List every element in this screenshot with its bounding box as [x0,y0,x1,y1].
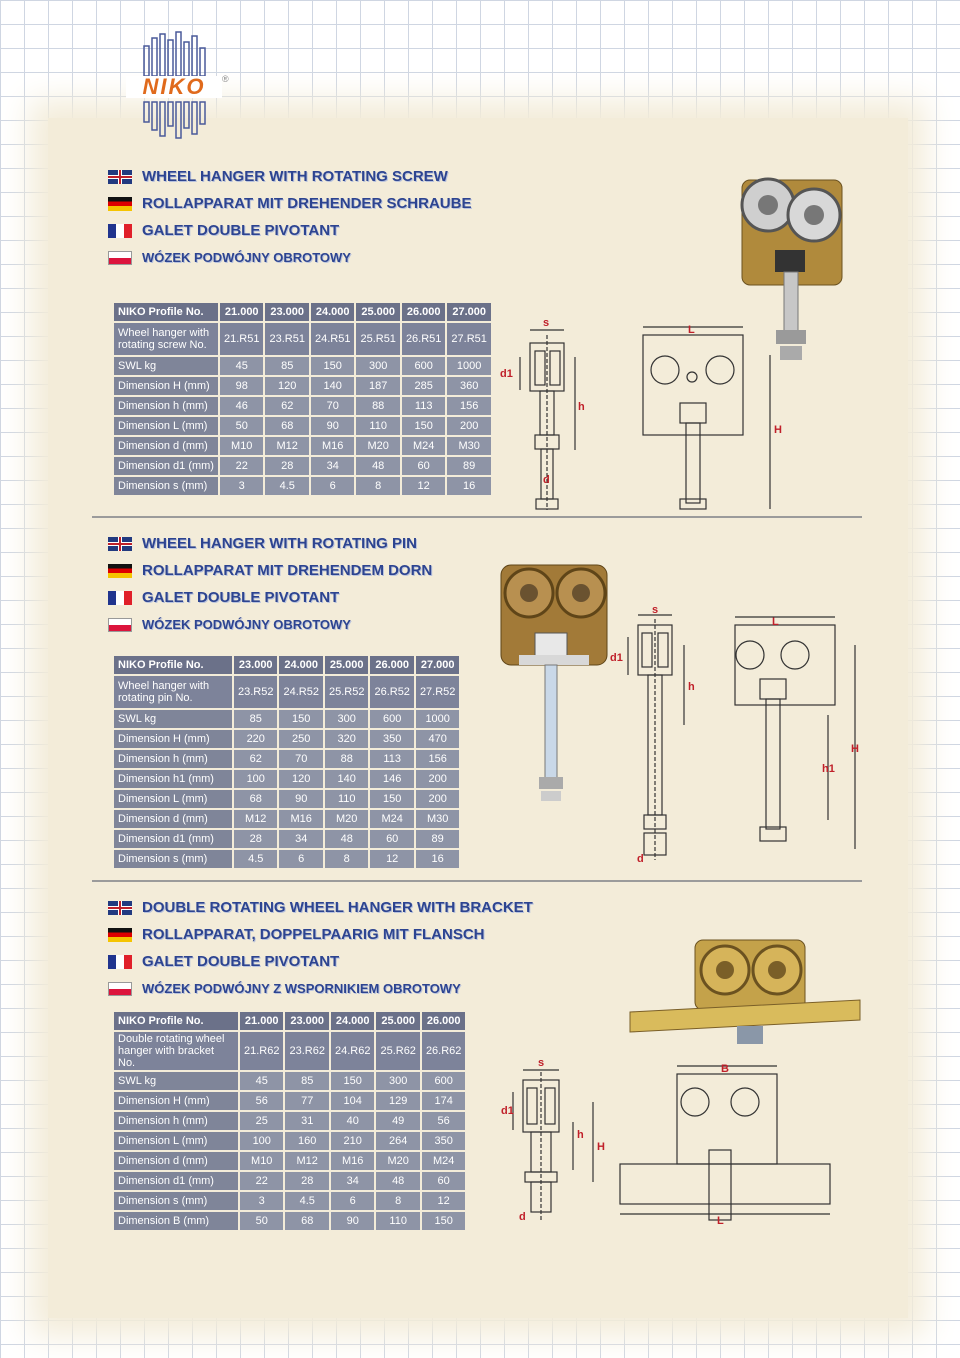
table-cell: 120 [279,770,322,788]
table-cell: Dimension h (mm) [114,1112,238,1130]
table-cell: 24.R62 [331,1032,374,1070]
table-cell: 25.R51 [356,323,399,355]
title-de-text: ROLLAPPARAT, DOPPELPAARIG MIT FLANSCH [142,926,485,943]
section-rotating-screw-titles [108,163,471,271]
table-row [114,357,491,375]
table-row [114,1172,465,1190]
title-de-text: ROLLAPPARAT MIT DREHENDEM DORN [142,562,433,579]
table-cell: 110 [356,417,399,435]
table-row [114,1152,465,1170]
table-cell: 23.000 [285,1012,328,1030]
table-cell: 12 [402,477,445,495]
table-cell: 120 [265,377,308,395]
table-row [114,770,459,788]
table-cell: Dimension h (mm) [114,750,232,768]
title-de-text: ROLLAPPARAT MIT DREHENDER SCHRAUBE [142,195,472,212]
table-cell: 85 [285,1072,328,1090]
table-cell: 285 [402,377,445,395]
table-cell: 150 [311,357,354,375]
table-row [114,790,459,808]
section-bracket-titles [108,894,533,1002]
table-cell: 200 [447,417,490,435]
table-cell: 62 [234,750,277,768]
table-cell: 23.R52 [234,676,277,708]
table-cell: 150 [402,417,445,435]
table-cell: Dimension s (mm) [114,850,232,868]
table-cell: NIKO Profile No. [114,656,232,674]
polish-flag-icon [108,251,132,265]
table-cell: NIKO Profile No. [114,1012,238,1030]
table-cell: M24 [370,810,413,828]
uk-flag-icon [108,170,132,184]
table-cell: 24.000 [279,656,322,674]
title-de [108,190,471,217]
table-cell: 25 [240,1112,283,1130]
title-fr [108,948,533,975]
table-cell: 50 [220,417,263,435]
table-cell: 56 [240,1092,283,1110]
table-row [114,417,491,435]
table-row [114,676,459,708]
table-row [114,437,491,455]
table-cell: 22 [240,1172,283,1190]
table-cell: M16 [279,810,322,828]
table-cell: 12 [422,1192,465,1210]
table-cell: 23.R51 [265,323,308,355]
table-cell: Dimension L (mm) [114,1132,238,1150]
table-cell: SWL kg [114,710,232,728]
dim-label-d: d [543,474,550,486]
table-cell: 25.000 [376,1012,419,1030]
table-cell: 320 [325,730,368,748]
title-en [108,163,471,190]
table-cell: 350 [370,730,413,748]
table-cell: M12 [265,437,308,455]
table-cell: Dimension H (mm) [114,730,232,748]
table-row [114,1132,465,1150]
technical-drawing-bracket [495,1052,840,1227]
table-cell: 100 [234,770,277,788]
table-cell: 156 [447,397,490,415]
table-cell: 27.R51 [447,323,490,355]
table-cell: 110 [376,1212,419,1230]
table-cell: 89 [416,830,459,848]
table-cell: 187 [356,377,399,395]
table-cell: 113 [370,750,413,768]
table-row [114,477,491,495]
title-en-text: WHEEL HANGER WITH ROTATING SCREW [142,168,448,185]
table-row [114,1032,465,1070]
title-en [108,530,432,557]
table-row [114,1192,465,1210]
wheel-hanger-pin-photo [495,555,615,815]
table-cell: 28 [285,1172,328,1190]
table-cell: 300 [376,1072,419,1090]
spec-table-pin [112,654,461,870]
section-rotating-pin-titles [108,530,432,638]
table-cell: 90 [279,790,322,808]
table-row [114,710,459,728]
table-cell: 140 [325,770,368,788]
title-pl [108,975,533,1002]
table-row [114,1012,465,1030]
table-cell: Dimension d1 (mm) [114,457,218,475]
dim-label-H: H [597,1141,605,1153]
table-cell: 4.5 [285,1192,328,1210]
polish-flag-icon [108,618,132,632]
table-cell: 25.000 [325,656,368,674]
title-pl [108,611,432,638]
table-cell: 16 [447,477,490,495]
german-flag-icon [108,197,132,211]
table-cell: M20 [356,437,399,455]
table-cell: 88 [325,750,368,768]
table-cell: 300 [325,710,368,728]
table-cell: 6 [331,1192,374,1210]
table-cell: 48 [356,457,399,475]
dim-label-h: h [577,1129,584,1141]
table-cell: Dimension d (mm) [114,1152,238,1170]
table-cell: 3 [240,1192,283,1210]
table-cell: 8 [325,850,368,868]
table-cell: 21.R51 [220,323,263,355]
dim-label-d1: d1 [610,652,623,664]
dim-label-d1: d1 [500,368,513,380]
table-cell: 70 [279,750,322,768]
title-pl-text: WÓZEK PODWÓJNY OBROTOWY [142,617,351,632]
table-cell: 24.000 [331,1012,374,1030]
french-flag-icon [108,955,132,969]
table-cell: SWL kg [114,1072,238,1090]
table-cell: 600 [422,1072,465,1090]
table-cell: 26.000 [370,656,413,674]
table-cell: 150 [279,710,322,728]
table-cell: 300 [356,357,399,375]
table-cell: 12 [370,850,413,868]
dim-label-d: d [637,853,644,865]
table-cell: 4.5 [265,477,308,495]
table-row [114,656,459,674]
table-cell: 40 [331,1112,374,1130]
table-cell: Dimension H (mm) [114,377,218,395]
table-cell: M10 [240,1152,283,1170]
table-cell: 156 [416,750,459,768]
table-cell: 4.5 [234,850,277,868]
table-cell: 85 [265,357,308,375]
table-cell: 200 [416,770,459,788]
table-row [114,377,491,395]
table-cell: 23.000 [234,656,277,674]
table-cell: 200 [416,790,459,808]
table-cell: 68 [285,1212,328,1230]
table-cell: 89 [447,457,490,475]
table-cell: 68 [265,417,308,435]
logo-text: NIKO [126,76,222,98]
table-cell: 264 [376,1132,419,1150]
section-divider [92,516,862,518]
table-row [114,457,491,475]
table-cell: Double rotating wheel hanger with bracket No. [114,1032,238,1070]
title-pl [108,244,471,271]
table-cell: 470 [416,730,459,748]
table-cell: 150 [370,790,413,808]
table-cell: Dimension L (mm) [114,790,232,808]
table-cell: 62 [265,397,308,415]
table-row [114,810,459,828]
table-cell: 26.000 [402,303,445,321]
german-flag-icon [108,564,132,578]
table-cell: 129 [376,1092,419,1110]
table-cell: M10 [220,437,263,455]
table-cell: Dimension s (mm) [114,1192,238,1210]
table-cell: 28 [265,457,308,475]
table-cell: Dimension d1 (mm) [114,830,232,848]
table-cell: 250 [279,730,322,748]
table-cell: 113 [402,397,445,415]
table-cell: 27.000 [447,303,490,321]
table-cell: 60 [402,457,445,475]
title-fr-text: GALET DOUBLE PIVOTANT [142,222,340,239]
table-cell: 28 [234,830,277,848]
table-cell: 45 [220,357,263,375]
table-cell: 90 [331,1212,374,1230]
table-cell: 31 [285,1112,328,1130]
table-cell: 85 [234,710,277,728]
table-cell: 25.000 [356,303,399,321]
dim-label-h1: h1 [822,763,835,775]
table-cell: 23.R62 [285,1032,328,1070]
table-cell: 27.000 [416,656,459,674]
table-cell: Dimension d1 (mm) [114,1172,238,1190]
table-cell: 360 [447,377,490,395]
table-cell: 34 [311,457,354,475]
title-fr-text: GALET DOUBLE PIVOTANT [142,589,340,606]
title-de [108,557,432,584]
table-cell: Dimension s (mm) [114,477,218,495]
table-cell: 104 [331,1092,374,1110]
table-cell: 16 [416,850,459,868]
dim-label-h: h [578,401,585,413]
table-cell: 25.R52 [325,676,368,708]
table-cell: 6 [279,850,322,868]
table-row [114,1092,465,1110]
dim-label-s: s [538,1057,545,1069]
table-cell: M16 [311,437,354,455]
title-fr [108,584,432,611]
title-fr [108,217,471,244]
table-cell: 23.000 [265,303,308,321]
table-cell: 25.R62 [376,1032,419,1070]
dim-label-d: d [519,1211,526,1223]
dim-label-d1: d1 [501,1105,514,1117]
table-cell: 88 [356,397,399,415]
table-cell: 60 [422,1172,465,1190]
table-cell: 1000 [416,710,459,728]
dim-label-H: H [774,424,782,436]
table-cell: Dimension h (mm) [114,397,218,415]
dim-label-s: s [652,605,659,616]
table-cell: M12 [234,810,277,828]
technical-drawing-pin [600,605,870,870]
table-cell: M24 [422,1152,465,1170]
table-row [114,1072,465,1090]
table-cell: 3 [220,477,263,495]
double-wheel-hanger-bracket-photo [625,930,865,1060]
german-flag-icon [108,928,132,942]
table-cell: 24.R52 [279,676,322,708]
table-cell: 600 [402,357,445,375]
dim-label-h: h [688,681,695,693]
dim-label-s: s [543,317,550,329]
dim-label-H: H [851,743,859,755]
table-cell: 68 [234,790,277,808]
dim-label-B: B [721,1063,729,1075]
dim-label-L: L [688,324,695,336]
title-pl-text: WÓZEK PODWÓJNY Z WSPORNIKIEM OBROTOWY [142,981,461,996]
table-cell: Dimension d (mm) [114,437,218,455]
uk-flag-icon [108,901,132,915]
table-cell: 8 [376,1192,419,1210]
table-row [114,1112,465,1130]
table-row [114,323,491,355]
table-cell: 6 [311,477,354,495]
table-cell: 174 [422,1092,465,1110]
table-cell: M24 [402,437,445,455]
title-en-text: WHEEL HANGER WITH ROTATING PIN [142,535,417,552]
table-cell: 34 [279,830,322,848]
table-cell: NIKO Profile No. [114,303,218,321]
table-cell: 50 [240,1212,283,1230]
title-en [108,894,533,921]
title-en-text: DOUBLE ROTATING WHEEL HANGER WITH BRACKET [142,899,533,916]
dim-label-L: L [772,616,779,628]
table-cell: 160 [285,1132,328,1150]
table-cell: Dimension L (mm) [114,417,218,435]
table-cell: 26.R62 [422,1032,465,1070]
table-cell: 24.R51 [311,323,354,355]
table-cell: 8 [356,477,399,495]
table-row [114,397,491,415]
table-cell: 150 [331,1072,374,1090]
table-cell: 21.000 [240,1012,283,1030]
table-row [114,830,459,848]
table-cell: 220 [234,730,277,748]
table-cell: 22 [220,457,263,475]
table-cell: 146 [370,770,413,788]
section-divider [92,880,862,882]
table-cell: 46 [220,397,263,415]
table-cell: 77 [285,1092,328,1110]
table-cell: 70 [311,397,354,415]
table-cell: 21.000 [220,303,263,321]
french-flag-icon [108,224,132,238]
table-cell: 27.R52 [416,676,459,708]
table-cell: 45 [240,1072,283,1090]
table-cell: 210 [331,1132,374,1150]
table-cell: 140 [311,377,354,395]
title-pl-text: WÓZEK PODWÓJNY OBROTOWY [142,250,351,265]
spec-table-screw [112,301,493,497]
technical-drawing-screw [480,315,810,515]
table-cell: Dimension B (mm) [114,1212,238,1230]
table-cell: 24.000 [311,303,354,321]
table-cell: 48 [325,830,368,848]
table-cell: 26.000 [422,1012,465,1030]
table-cell: 56 [422,1112,465,1130]
table-cell: 90 [311,417,354,435]
table-cell: 21.R62 [240,1032,283,1070]
table-cell: 60 [370,830,413,848]
table-cell: Dimension d (mm) [114,810,232,828]
niko-logo [122,30,232,140]
table-cell: M12 [285,1152,328,1170]
title-fr-text: GALET DOUBLE PIVOTANT [142,953,340,970]
table-cell: 1000 [447,357,490,375]
table-cell: 49 [376,1112,419,1130]
table-cell: Wheel hanger with rotating pin No. [114,676,232,708]
table-cell: 26.R52 [370,676,413,708]
table-cell: 600 [370,710,413,728]
table-cell: Dimension h1 (mm) [114,770,232,788]
table-cell: M16 [331,1152,374,1170]
table-cell: M30 [447,437,490,455]
table-cell: 34 [331,1172,374,1190]
table-cell: M20 [325,810,368,828]
table-cell: 48 [376,1172,419,1190]
table-cell: 110 [325,790,368,808]
table-row [114,303,491,321]
registered-mark: ® [222,74,229,84]
polish-flag-icon [108,982,132,996]
table-cell: Wheel hanger with rotating screw No. [114,323,218,355]
french-flag-icon [108,591,132,605]
table-cell: M30 [416,810,459,828]
table-cell: 100 [240,1132,283,1150]
table-row [114,850,459,868]
table-cell: M20 [376,1152,419,1170]
title-de [108,921,533,948]
table-cell: SWL kg [114,357,218,375]
table-cell: Dimension H (mm) [114,1092,238,1110]
table-row [114,730,459,748]
uk-flag-icon [108,537,132,551]
table-cell: 26.R51 [402,323,445,355]
dim-label-L: L [717,1215,724,1227]
table-row [114,750,459,768]
table-row [114,1212,465,1230]
table-cell: 350 [422,1132,465,1150]
spec-table-bracket [112,1010,467,1232]
table-cell: 150 [422,1212,465,1230]
table-cell: 98 [220,377,263,395]
